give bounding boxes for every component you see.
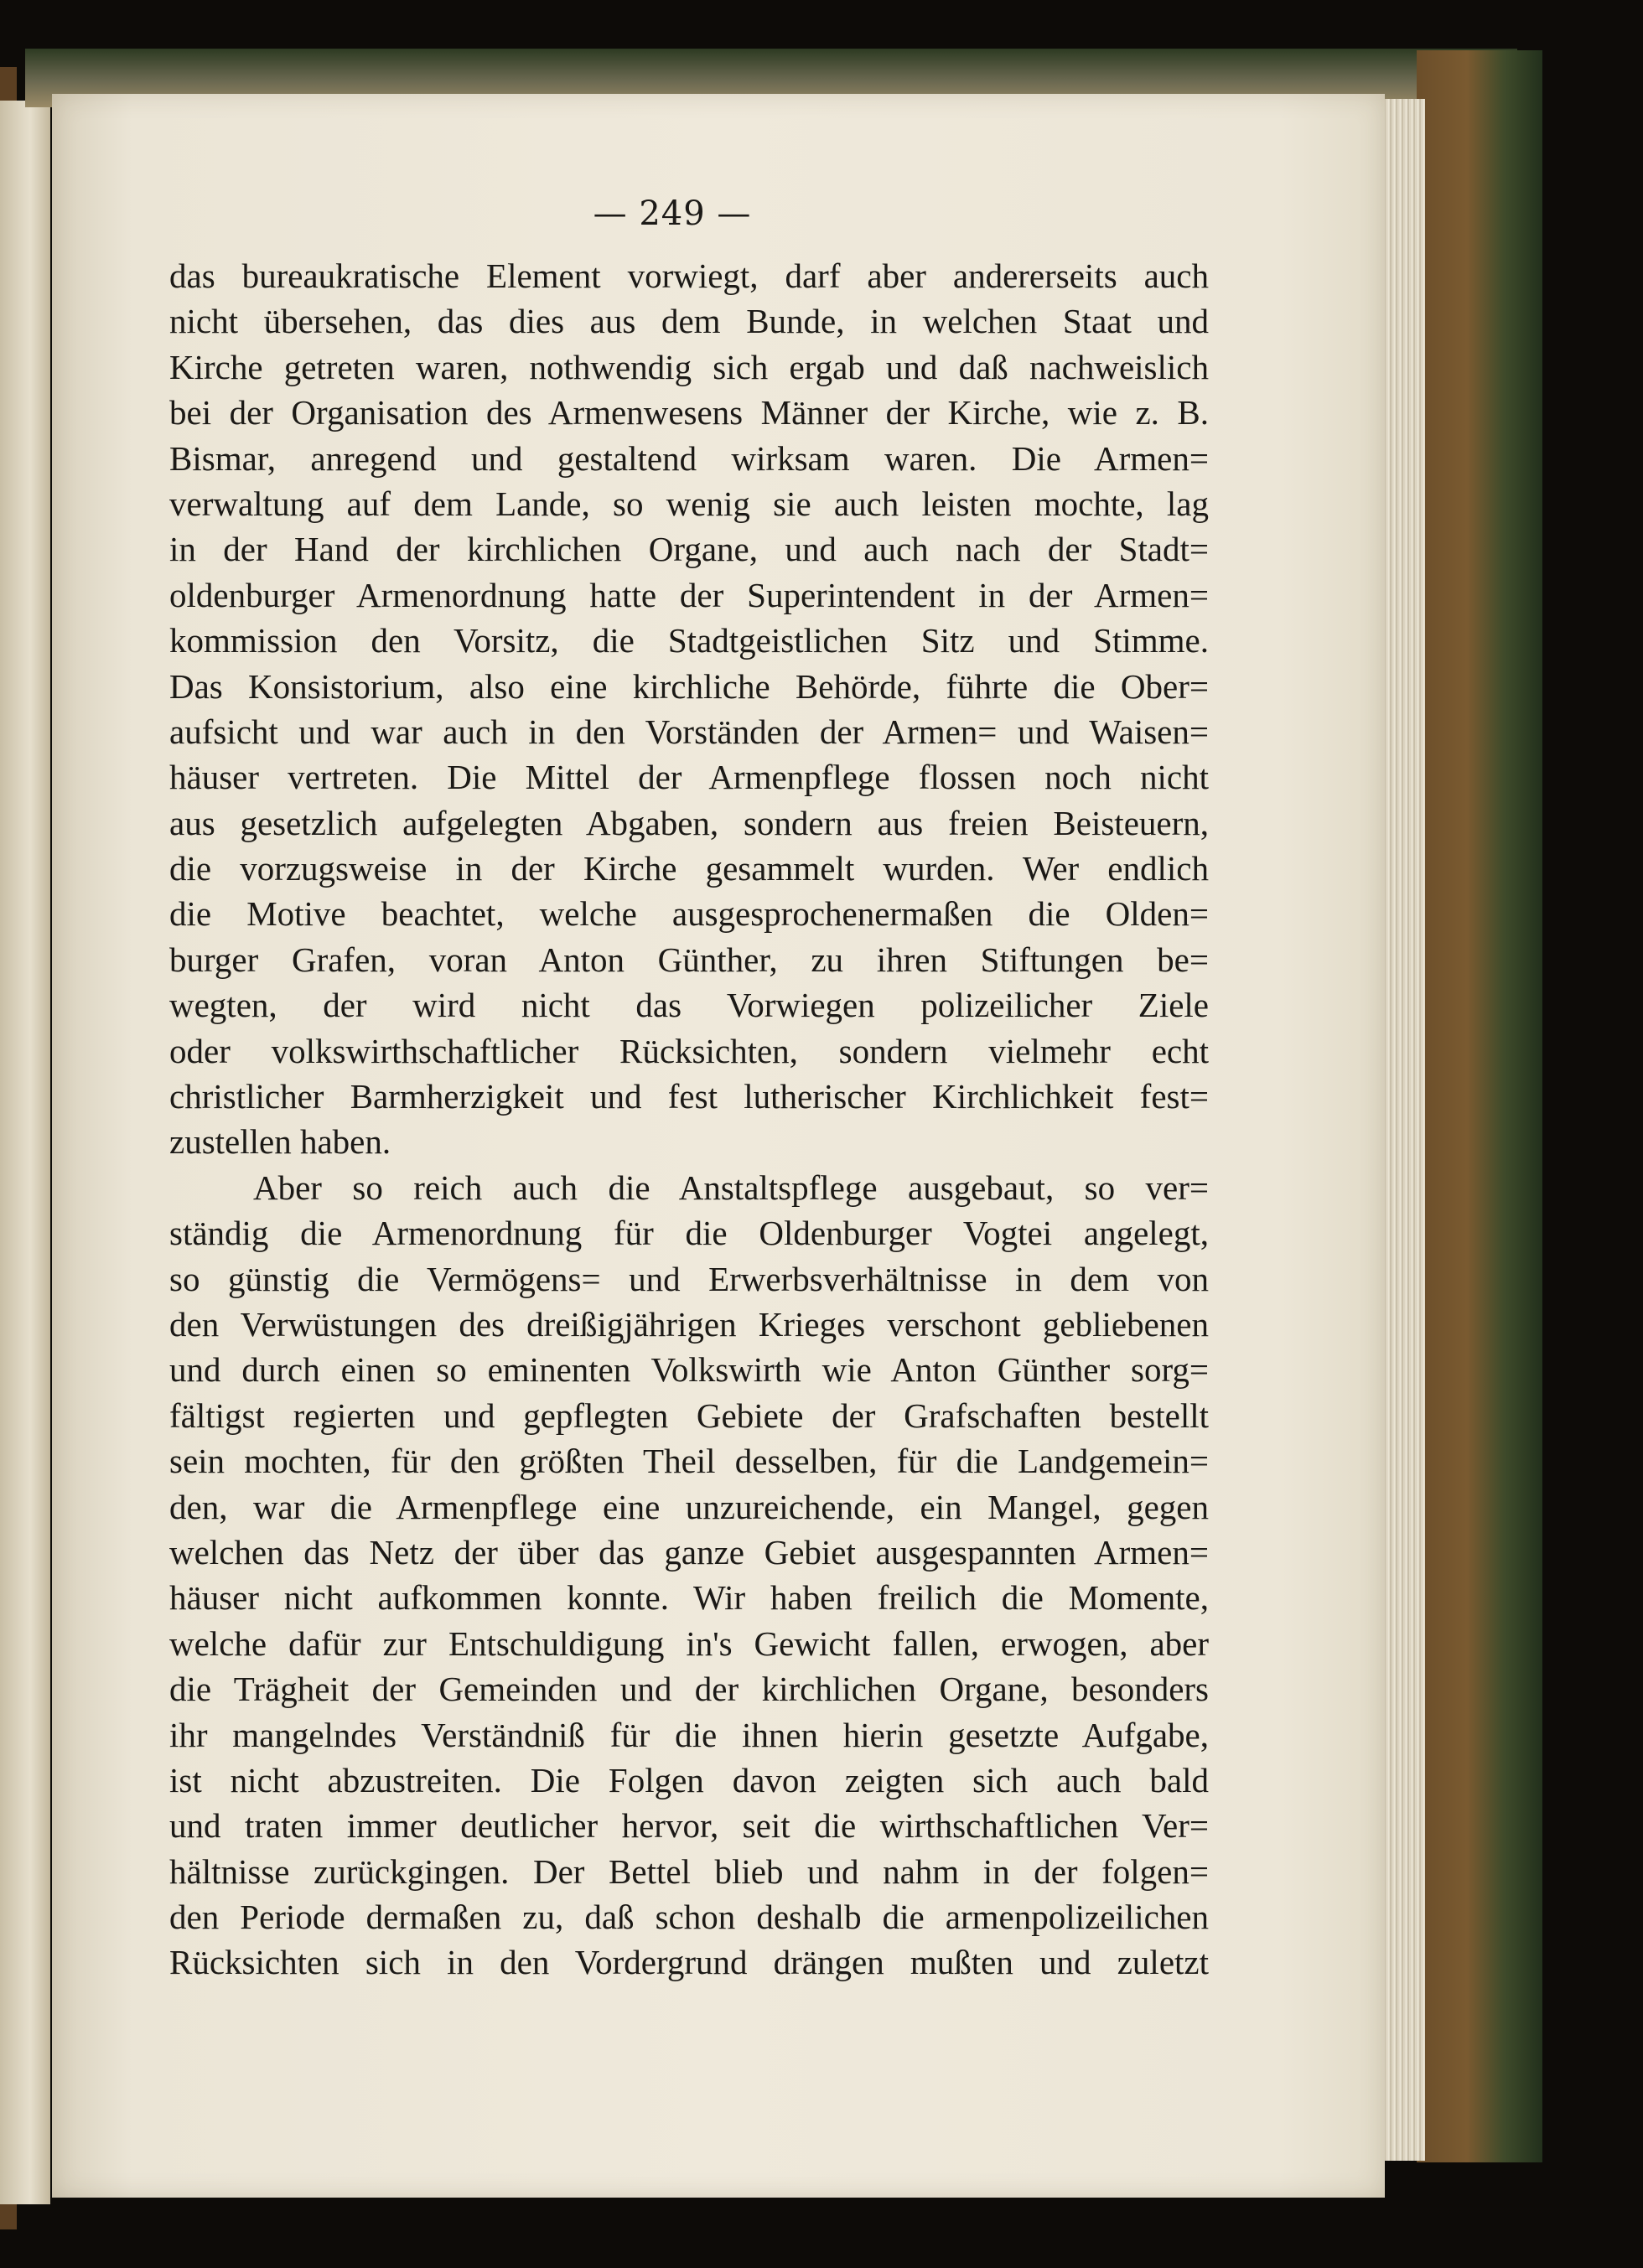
text-line: bei der Organisation des Armenwesens Männer der Kirche, wie z. B. [169,393,1209,432]
text-line: den Periode dermaßen zu, daß schon deshalb die armenpolizeilichen [169,1898,1209,1937]
text-line: und durch einen so eminenten Volkswirth wie Anton Günther sorg= [169,1350,1209,1390]
text-line: oder volkswirthschaftlicher Rücksichten, sondern vielmehr echt [169,1031,1209,1070]
text-line: und traten immer deutlicher hervor, seit die wirthschaftlichen Ver= [169,1806,1209,1846]
right-cover-board [1417,50,1542,2162]
text-line: sein mochten, für den größten Theil desselben, für die Landgemein= [169,1442,1209,1481]
paragraph-start-line: Aber so reich auch die Anstaltspflege ausgebaut, so ver= [253,1168,1209,1207]
text-line: kommission den Vorsitz, die Stadtgeistlichen Sitz und Stimme. [169,621,1209,660]
text-line: die Trägheit der Gemeinden und der kirchlichen Organe, besonders [169,1670,1209,1709]
text-line: aus gesetzlich aufgelegten Abgaben, sondern aus freien Beisteuern, [169,803,1209,842]
text-line: fältigst regierten und gepflegten Gebiete der Grafschaften bestellt [169,1395,1209,1435]
text-line: christlicher Barmherzigkeit und fest lutherischer Kirchlichkeit fest= [169,1077,1209,1116]
text-line: den Verwüstungen des dreißigjährigen Krieges verschont gebliebenen [169,1304,1209,1344]
text-line: wegten, der wird nicht das Vorwiegen polizeilicher Ziele [169,986,1209,1025]
text-line: welchen das Netz der über das ganze Gebiet ausgespannten Armen= [169,1532,1209,1572]
text-line: oldenburger Armenordnung hatte der Superintendent in der Armen= [169,575,1209,614]
book-page [52,94,1385,2198]
text-line: ist nicht abzustreiten. Die Folgen davon zeigten sich auch bald [169,1760,1209,1799]
text-line: aufsicht und war auch in den Vorständen der Armen= und Waisen= [169,712,1209,751]
text-line: Das Konsistorium, also eine kirchliche Behörde, führte die Ober= [169,666,1209,706]
text-line: Bismar, anregend und gestaltend wirksam waren. Die Armen= [169,438,1209,478]
text-line: Kirche getreten waren, nothwendig sich ergab und daß nachweislich [169,347,1209,386]
text-line: häuser vertreten. Die Mittel der Armenpflege flossen noch nicht [169,758,1209,797]
text-line: die vorzugsweise in der Kirche gesammelt wurden. Wer endlich [169,849,1209,888]
text-line: so günstig die Vermögens= und Erwerbsverhältnisse in dem von [169,1259,1209,1298]
paragraph-end-line: zustellen haben. [169,1122,391,1162]
text-line: hältnisse zurückgingen. Der Bettel blieb und nahm in der folgen= [169,1851,1209,1891]
text-line: ihr mangelndes Verständniß für die ihnen hierin gesetzte Aufgabe, [169,1715,1209,1754]
text-line: verwaltung auf dem Lande, so wenig sie auch leisten mochte, lag [169,484,1209,523]
text-line: das bureaukratische Element vorwiegt, darf aber andererseits auch [169,256,1209,295]
text-line: den, war die Armenpflege eine unzureichende, ein Mangel, gegen [169,1487,1209,1526]
text-line: Rücksichten sich in den Vordergrund drängen mußten und zuletzt [169,1943,1209,1982]
text-line: die Motive beachtet, welche ausgesprochenermaßen die Olden= [169,894,1209,934]
text-line: ständig die Armenordnung für die Oldenburger Vogtei angelegt, [169,1214,1209,1253]
text-line: in der Hand der kirchlichen Organe, und auch nach der Stadt= [169,530,1209,569]
text-line: häuser nicht aufkommen konnte. Wir haben freilich die Momente, [169,1578,1209,1618]
text-line: nicht übersehen, das dies aus dem Bunde, in welchen Staat und [169,302,1209,341]
text-line: welche dafür zur Entschuldigung in's Gewicht fallen, erwogen, aber [169,1623,1209,1663]
text-line: burger Grafen, voran Anton Günther, zu ihren Stiftungen be= [169,940,1209,979]
body-text [169,253,1209,1986]
page-number: — 249 — [593,194,752,233]
facing-page-edge [0,101,50,2204]
